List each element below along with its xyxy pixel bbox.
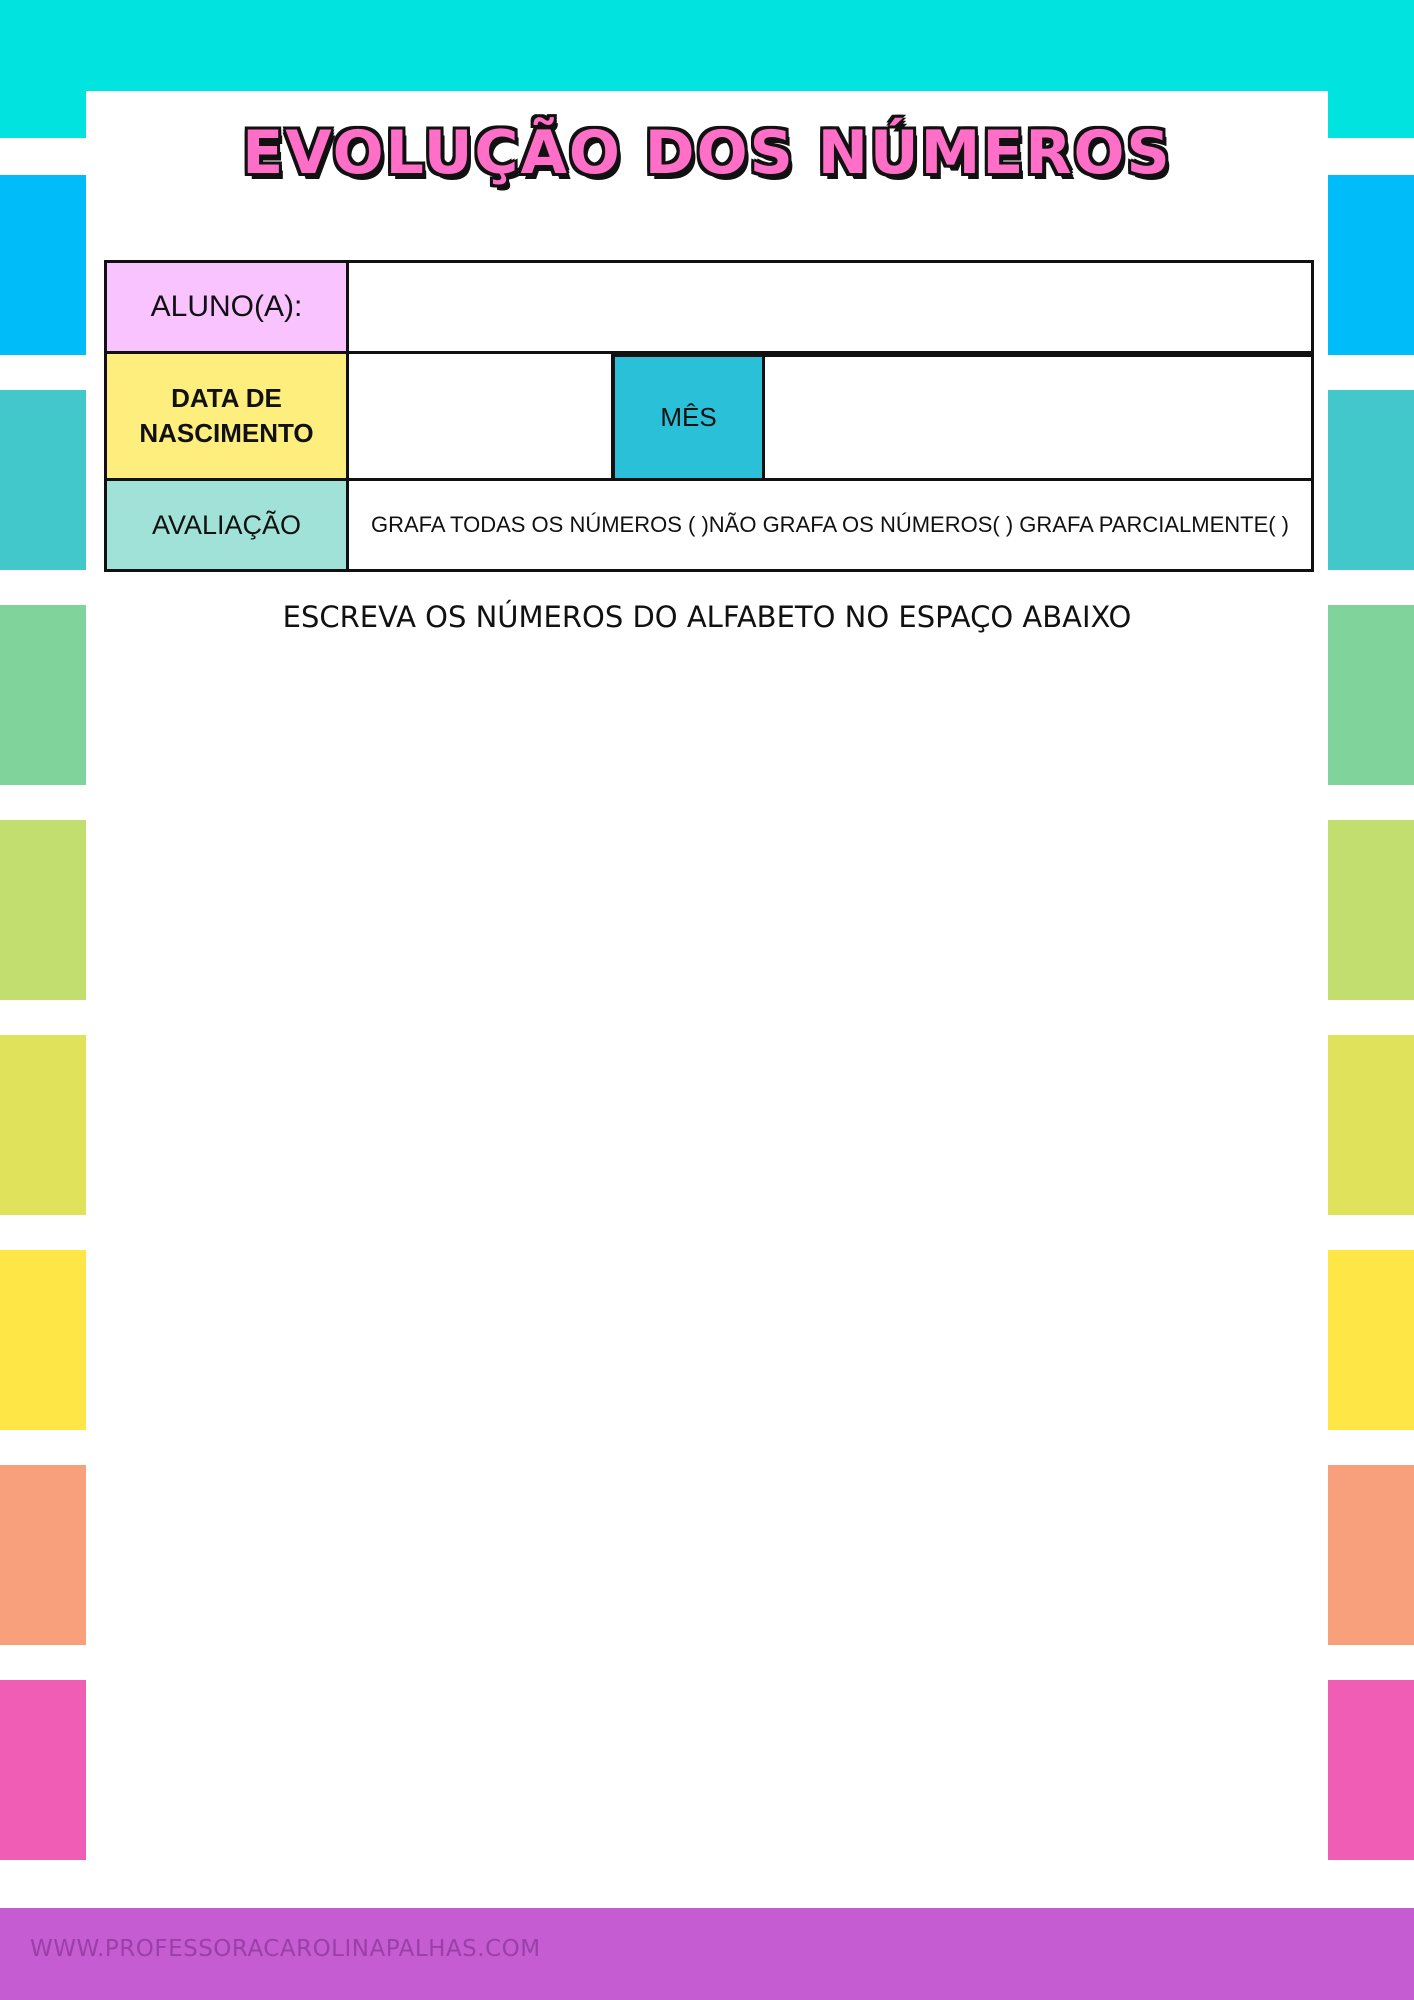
left-stripe-3 [0, 605, 86, 785]
birth-date-field[interactable] [346, 351, 614, 481]
left-stripe-7 [0, 1465, 86, 1645]
student-name-field[interactable] [346, 260, 1314, 354]
right-stripe-2 [1328, 390, 1414, 570]
month-label: MÊS [612, 354, 765, 481]
left-stripe-6 [0, 1250, 86, 1430]
right-stripe-1 [1328, 175, 1414, 355]
right-stripe-7 [1328, 1465, 1414, 1645]
month-field[interactable] [762, 354, 1314, 481]
left-stripe-1 [0, 175, 86, 355]
evaluation-label: AVALIAÇÃO [104, 478, 349, 572]
worksheet-title: EVOLUÇÃO DOS NÚMEROS [242, 118, 1172, 188]
left-stripe-8 [0, 1680, 86, 1860]
right-stripe-3 [1328, 605, 1414, 785]
left-stripe-5 [0, 1035, 86, 1215]
right-stripe-6 [1328, 1250, 1414, 1430]
birth-date-label: DATA DE NASCIMENTO [104, 351, 349, 481]
evaluation-options[interactable]: GRAFA TODAS OS NÚMEROS ( )NÃO GRAFA OS NÚMEROS( ) GRAFA PARCIALMENTE( ) [346, 478, 1314, 572]
student-label: ALUNO(A): [104, 260, 349, 354]
left-stripe-2 [0, 390, 86, 570]
instruction-text: ESCREVA OS NÚMEROS DO ALFABETO NO ESPAÇO ABAIXO [282, 600, 1132, 634]
right-stripe-8 [1328, 1680, 1414, 1860]
left-stripe-4 [0, 820, 86, 1000]
right-stripe-4 [1328, 820, 1414, 1000]
footer-url: WWW.PROFESSORACAROLINAPALHAS.COM [30, 1936, 541, 1962]
right-stripe-5 [1328, 1035, 1414, 1215]
